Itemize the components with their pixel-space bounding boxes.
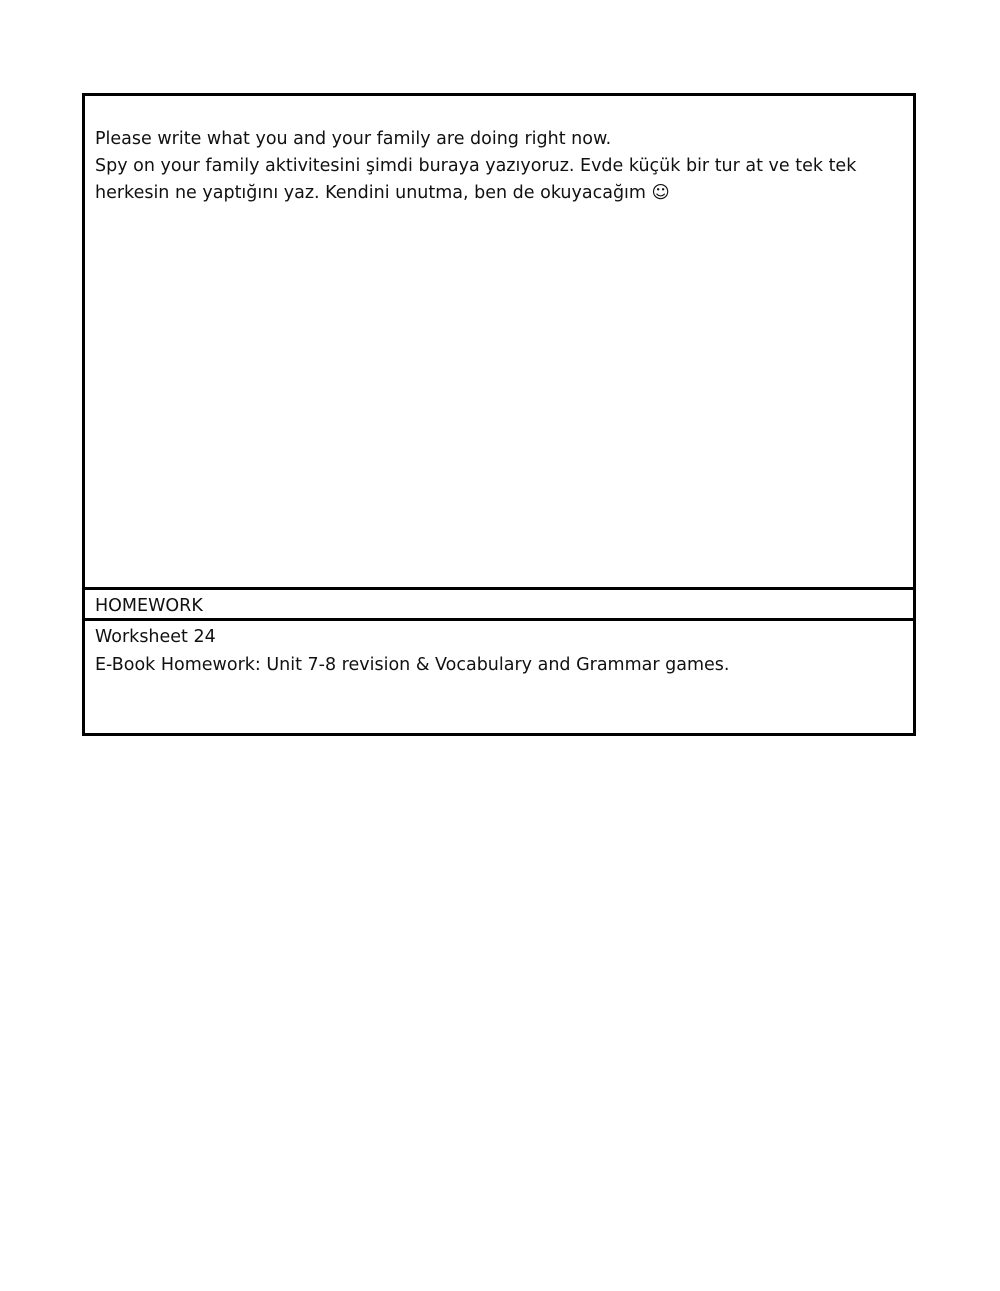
- homework-item: E-Book Homework: Unit 7-8 revision & Vocabulary and Grammar games.: [95, 655, 730, 675]
- worksheet-table: [82, 93, 916, 736]
- prompt-instruction-english: Please write what you and your family are doing right now.: [95, 129, 612, 149]
- prompt-instruction-turkish: Spy on your family aktivitesini şimdi buraya yazıyoruz. Evde küçük bir tur at ve tek tek herkesin ne yaptığını yaz. Kendini unutma, ben de okuyacağım ☺: [95, 156, 857, 203]
- homework-item: Worksheet 24: [95, 627, 216, 647]
- writing-prompt-cell[interactable]: [85, 96, 913, 590]
- homework-header: HOMEWORK: [85, 590, 913, 621]
- homework-list: [85, 621, 913, 733]
